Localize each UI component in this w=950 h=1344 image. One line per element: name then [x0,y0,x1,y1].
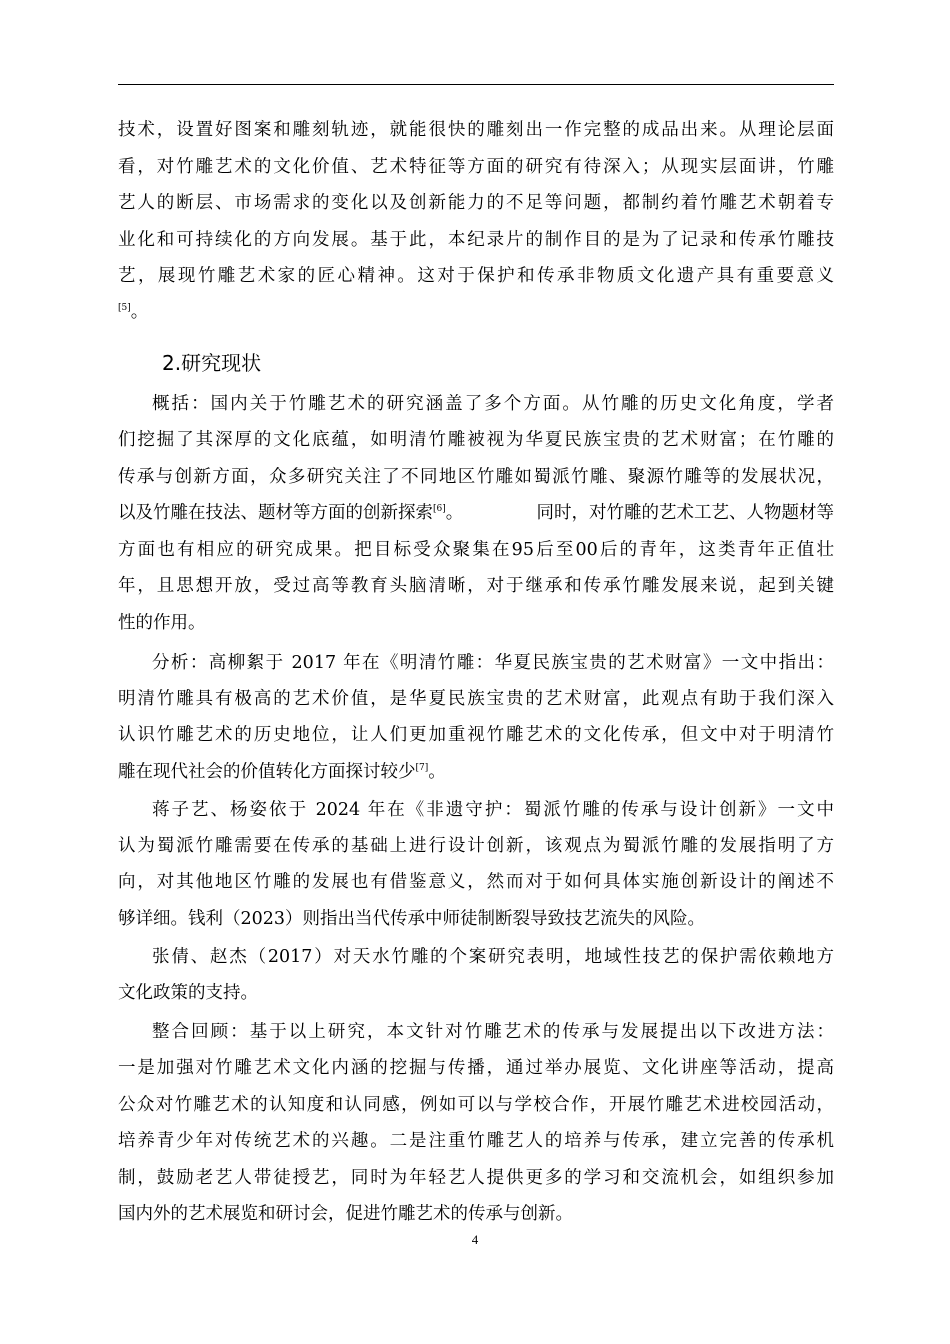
punctuation: 。 [428,762,446,782]
text-line: 概括：国内关于竹雕艺术的研究涵盖了多个方面。从竹雕的历史文化角度，学者 [152,394,834,414]
text-line: 认识竹雕艺术的历史地位，让人们更加重视竹雕艺术的文化传承，但文中对于明清竹 [118,725,834,745]
text-line: 年，且思想开放，受过高等教育头脑清晰，对于继承和传承竹雕发展来说，起到关键 [118,576,834,596]
text-line: 艺，展现竹雕艺术家的匠心精神。这对于保护和传承非物质文化遗产具有重要意义 [118,266,834,286]
text-line: 培养青少年对传统艺术的兴趣。二是注重竹雕艺人的培养与传承，建立完善的传承机 [118,1131,834,1151]
text-line [118,760,834,784]
text-segment: 同时，对竹雕的艺术工艺、人物题材等 [536,503,834,523]
text-line: 国内外的艺术展览和研讨会，促进竹雕艺术的传承与创新。 [118,1204,573,1224]
punctuation: 。 [130,302,149,322]
text-line: 技术，设置好图案和雕刻轨迹，就能很快的雕刻出一作完整的成品出来。从理论层面 [118,120,834,140]
punctuation: 。 [445,503,464,523]
text-line [118,501,834,525]
text-line: 整合回顾：基于以上研究，本文针对竹雕艺术的传承与发展提出以下改进方法： [152,1022,834,1042]
citation-ref: [6] [433,504,446,514]
text-line: 制，鼓励老艺人带徒授艺，同时为年轻艺人提供更多的学习和交流机会，如组织参加 [118,1168,834,1188]
text-line: 方面也有相应的研究成果。把目标受众聚集在95后至00后的青年，这类青年正值壮 [118,540,834,560]
text-line: 们挖掘了其深厚的文化底蕴，如明清竹雕被视为华夏民族宝贵的艺术财富；在竹雕的 [118,430,834,450]
text-line: 够详细。钱利（2023）则指出当代传承中师徒制断裂导致技艺流失的风险。 [118,909,706,929]
text-line: 传承与创新方面，众多研究关注了不同地区竹雕如蜀派竹雕、聚源竹雕等的发展状况， [118,467,834,487]
text-line: 性的作用。 [118,613,206,633]
page-number: 4 [471,1232,479,1247]
text-line: 向，对其他地区竹雕的发展也有借鉴意义，然而对于如何具体实施创新设计的阐述不 [118,872,834,892]
text-line: 公众对竹雕艺术的认知度和认同感，例如可以与学校合作，开展竹雕艺术进校园活动， [118,1095,834,1115]
header-rule [118,84,834,85]
text-line: 张倩、赵杰（2017）对天水竹雕的个案研究表明，地域性技艺的保护需依赖地方 [152,947,834,967]
text-line: 看，对竹雕艺术的文化价值、艺术特征等方面的研究有待深入；从现实层面讲，竹雕 [118,157,834,177]
text-line: 分析：高柳絮于 2017 年在《明清竹雕：华夏民族宝贵的艺术财富》一文中指出： [152,653,834,673]
text-line [118,300,834,324]
section-heading: 2.研究现状 [162,351,262,375]
text-segment: 雕在现代社会的价值转化方面探讨较少 [118,762,416,782]
text-segment: 以及竹雕在技法、题材等方面的创新探索 [118,503,433,523]
text-line: 业化和可持续化的方向发展。基于此，本纪录片的制作目的是为了记录和传承竹雕技 [118,230,834,250]
text-line: 艺人的断层、市场需求的变化以及创新能力的不足等问题，都制约着竹雕艺术朝着专 [118,193,834,213]
text-line: 文化政策的支持。 [118,983,258,1003]
citation-ref: [5] [118,303,131,313]
text-line: 认为蜀派竹雕需要在传承的基础上进行设计创新，该观点为蜀派竹雕的发展指明了方 [118,836,834,856]
text-line: 明清竹雕具有极高的艺术价值，是华夏民族宝贵的艺术财富，此观点有助于我们深入 [118,689,834,709]
text-line: 蒋子艺、杨姿依于 2024 年在《非遗守护：蜀派竹雕的传承与设计创新》一文中 [152,800,834,820]
text-line: 一是加强对竹雕艺术文化内涵的挖掘与传播，通过举办展览、文化讲座等活动，提高 [118,1058,834,1078]
citation-ref: [7] [415,763,429,773]
